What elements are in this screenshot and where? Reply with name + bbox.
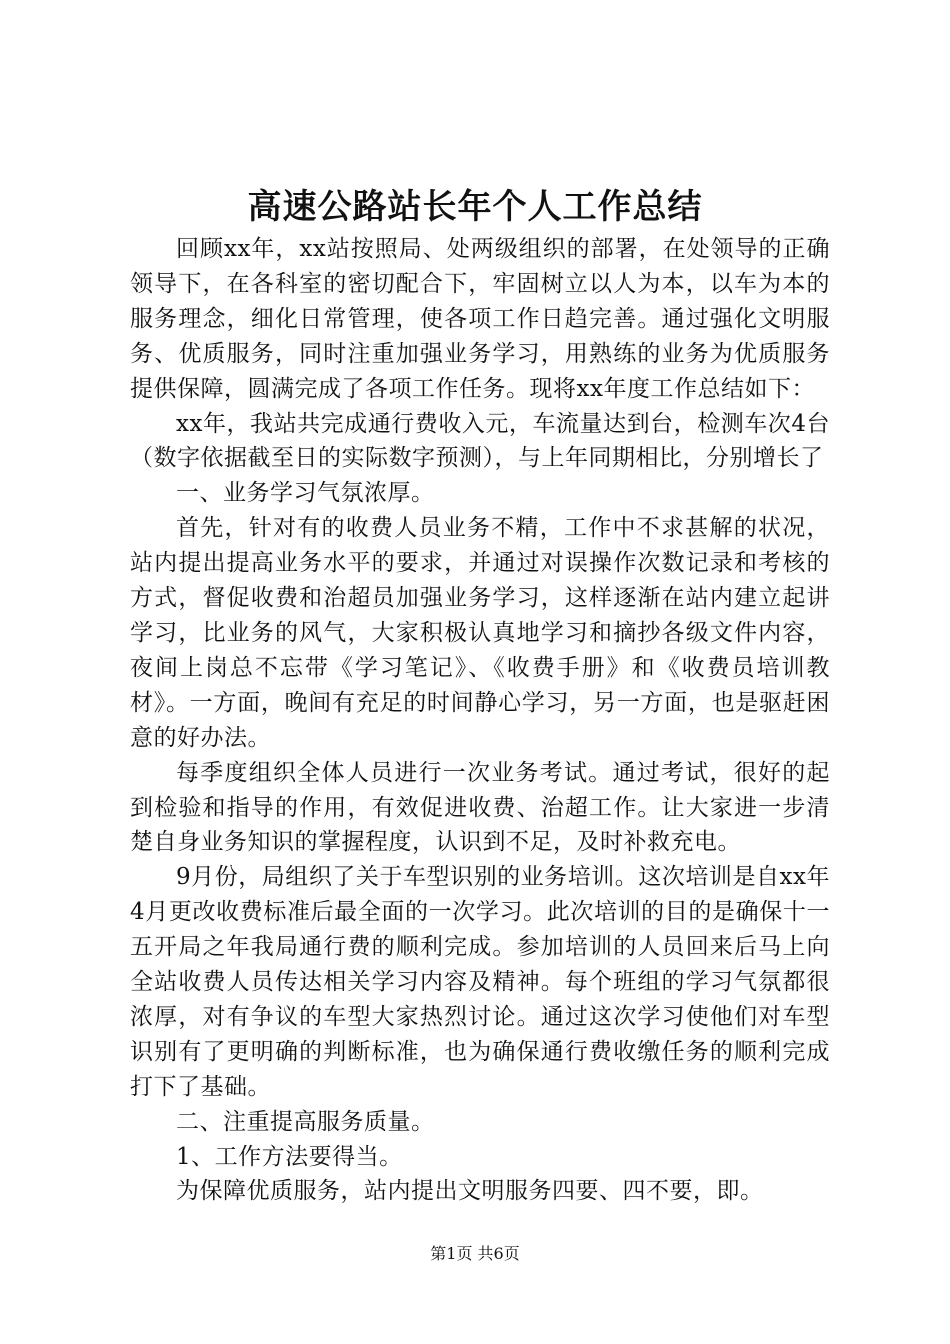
section-heading-2: 二、注重提高服务质量。 xyxy=(176,1108,435,1135)
page-footer: 第1页 共6页 xyxy=(430,1244,520,1263)
paragraph-study-first: 首先，针对有的收费人员业务不精，工作中不求甚解的状况，站内提出提高业务水平的要求，并通过对误操作次数记录和考核的方式，督促收费和治超员加强业务学习，这样逐渐在站内建立起讲学习，比业务的风气，大家积极认真地学习和摘抄各级文件内容，夜间上岗总不忘带《学习笔记》、《收费手册》和《收费员培训教材》。一方面，晚间有充足的时间静心学习，另一方面，也是驱赶困意的好办法。 xyxy=(130,515,830,751)
paragraph-quarterly-exam: 每季度组织全体人员进行一次业务考试。通过考试，很好的起到检验和指导的作用，有效促进收费、治超工作。让大家进一步清楚自身业务知识的掌握程度，认识到不足，及时补救充电。 xyxy=(130,759,830,856)
document-title: 高速公路站长年个人工作总结 xyxy=(247,187,703,227)
paragraph-september-training: 9月份，局组织了关于车型识别的业务培训。这次培训是自xx年4月更改收费标准后最全面的一次学习。此次培训的目的是确保十一五开局之年我局通行费的顺利完成。参加培训的人员回来后马上向全站收费人员传达相关学习内容及精神。每个班组的学习气氛都很浓厚，对有争议的车型大家热烈讨论。通过这次学习使他们对车型识别有了更明确的判断标准，也为确保通行费收缴任务的顺利完成打下了基础。 xyxy=(130,864,830,1100)
paragraph-service-rules: 为保障优质服务，站内提出文明服务四要、四不要，即。 xyxy=(176,1178,764,1205)
document-body xyxy=(130,232,830,1209)
subsection-heading-1: 1、工作方法要得当。 xyxy=(176,1143,403,1170)
paragraph-intro: 回顾xx年，xx站按照局、处两级组织的部署，在处领导的正确领导下，在各科室的密切配合下，牢固树立以人为本，以车为本的服务理念，细化日常管理，使各项工作日趋完善。通过强化文明服务、优质服务，同时注重加强业务学习，用熟练的业务为优质服务提供保障，圆满完成了各项工作任务。现将xx年度工作总结如下： xyxy=(130,236,830,402)
section-heading-1: 一、业务学习气氛浓厚。 xyxy=(176,480,435,507)
paragraph-statistics: xx年，我站共完成通行费收入元，车流量达到台，检测车次4台（数字依据截至日的实际数字预测），与上年同期相比，分别增长了 xyxy=(130,410,830,472)
